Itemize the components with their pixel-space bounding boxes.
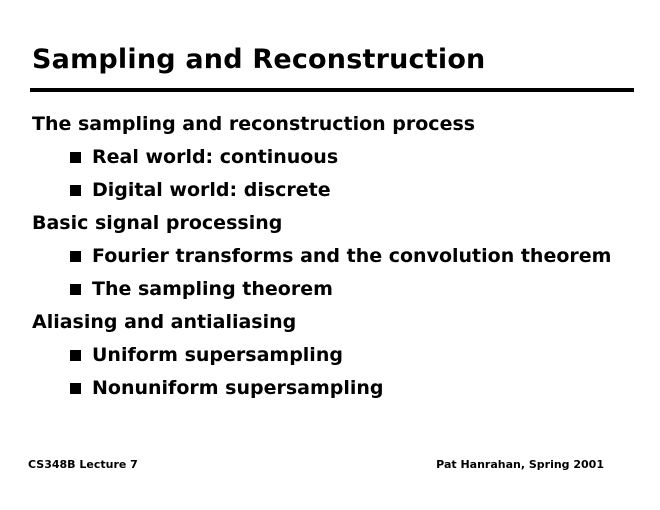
slide-title: Sampling and Reconstruction <box>32 44 486 75</box>
bullet-item <box>32 273 642 306</box>
bullet-text: Uniform supersampling <box>92 344 343 366</box>
square-bullet-icon <box>70 383 81 394</box>
bullet-text: The sampling theorem <box>92 278 333 300</box>
slide-outline <box>32 108 642 405</box>
footer-author-label: Pat Hanrahan, Spring 2001 <box>436 458 604 471</box>
square-bullet-icon <box>70 284 81 295</box>
footer-course-label: CS348B Lecture 7 <box>28 458 138 471</box>
bullet-text: Digital world: discrete <box>92 179 331 201</box>
bullet-item <box>32 372 642 405</box>
bullet-text: Nonuniform supersampling <box>92 377 384 399</box>
square-bullet-icon <box>70 350 81 361</box>
square-bullet-icon <box>70 251 81 262</box>
section-heading: Basic signal processing <box>32 212 283 234</box>
title-underline <box>30 88 634 92</box>
bullet-item <box>32 339 642 372</box>
bullet-text: Fourier transforms and the convolution theorem <box>92 245 612 267</box>
bullet-item <box>32 141 642 174</box>
square-bullet-icon <box>70 185 81 196</box>
bullet-text: Real world: continuous <box>92 146 339 168</box>
section-heading: Aliasing and antialiasing <box>32 311 297 333</box>
square-bullet-icon <box>70 152 81 163</box>
section-heading: The sampling and reconstruction process <box>32 113 476 135</box>
bullet-item <box>32 240 642 273</box>
bullet-item <box>32 174 642 207</box>
